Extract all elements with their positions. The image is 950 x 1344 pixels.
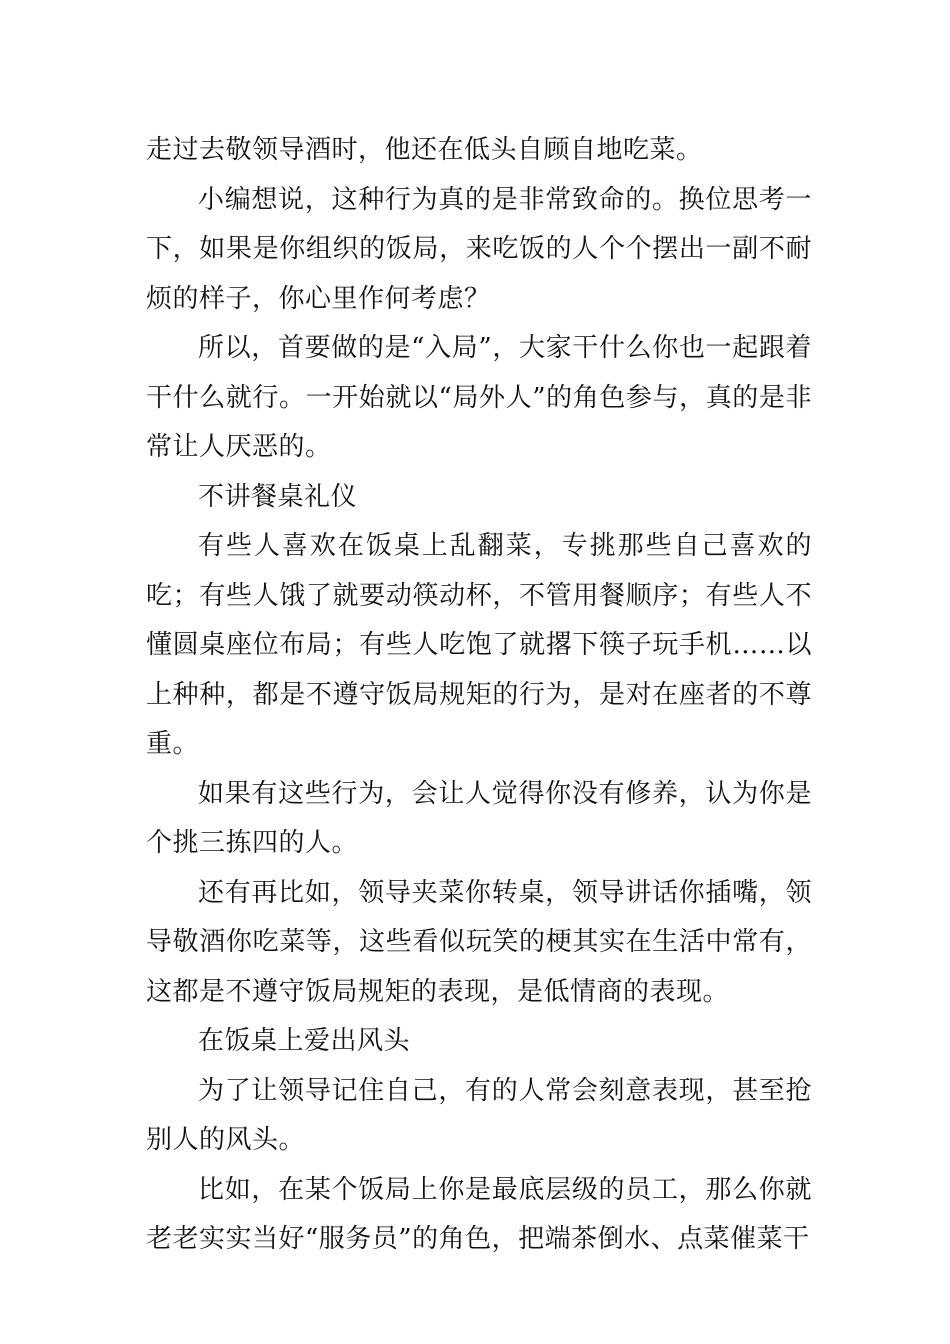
paragraph-steal-spotlight: 为了让领导记住自己，有的人常会刻意表现，甚至抢别人的风头。 — [146, 1075, 812, 1155]
paragraph-lowest-rank: 比如，在某个饭局上你是最底层级的员工，那么你就老老实实当好“服务员”的角色，把端茶倒水、点菜催菜干 — [146, 1174, 812, 1254]
document-body — [146, 126, 812, 1265]
paragraph-continued: 走过去敬领导酒时，他还在低头自顾自地吃菜。 — [146, 135, 703, 165]
paragraph-bad-manners: 有些人喜欢在饭桌上乱翻菜，专挑那些自己喜欢的吃；有些人饿了就要动筷动杯，不管用餐顺序；有些人不懂圆桌座位布局；有些人吃饱了就撂下筷子玩手机……以上种种，都是不遵守饭局规矩的行为，是对在座者的不尊重。 — [146, 531, 812, 759]
paragraph-no-cultivation: 如果有这些行为，会让人觉得你没有修养，认为你是个挑三拣四的人。 — [146, 778, 812, 858]
paragraph-empathy: 小编想说，这种行为真的是非常致命的。换位思考一下，如果是你组织的饭局，来吃饭的人个个摆出一副不耐烦的样子，你心里作何考虑？ — [146, 184, 812, 314]
paragraph-join-in: 所以，首要做的是“入局”，大家干什么你也一起跟着干什么就行。一开始就以“局外人”的角色参与，真的是非常让人厌恶的。 — [146, 333, 812, 462]
section-heading-show-off: 在饭桌上爱出风头 — [198, 1026, 411, 1056]
section-heading-table-manners: 不讲餐桌礼仪 — [198, 481, 358, 512]
paragraph-examples: 还有再比如，领导夹菜你转桌，领导讲话你插嘴，领导敬酒你吃菜等，这些看似玩笑的梗其实在生活中常有，这都是不遵守饭局规矩的表现，是低情商的表现。 — [146, 877, 812, 1007]
